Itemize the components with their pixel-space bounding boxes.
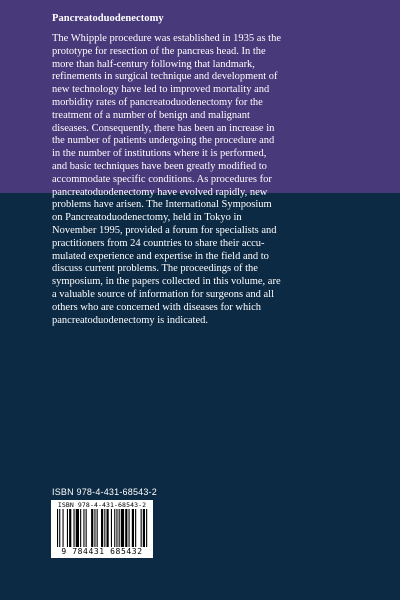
description-line: mulated experience and expertise in the field and to xyxy=(52,250,269,262)
description-line: others who are concerned with diseases for which xyxy=(52,301,262,313)
barcode-bar xyxy=(101,509,103,547)
description-line: and basic techniques have been greatly modified to xyxy=(52,160,267,172)
description-line: problems have arisen. The International Symposium xyxy=(52,199,272,211)
barcode-bar xyxy=(74,509,75,547)
barcode-bar xyxy=(76,509,79,547)
description-line: practitioners from 24 countries to share their accu- xyxy=(52,237,265,249)
barcode-bar xyxy=(141,509,142,547)
description-line: prototype for resection of the pancreas head. In the xyxy=(52,45,266,57)
barcode-bar xyxy=(91,509,93,547)
barcode-bar xyxy=(67,509,68,547)
description-line: a valuable source of information for surgeons and all xyxy=(52,288,274,300)
description-line: November 1995, provided a forum for specialists and xyxy=(52,224,277,236)
barcode-bar xyxy=(129,509,130,547)
description-line: morbidity rates of pancreatoduodenectomy for the xyxy=(52,96,263,108)
description-line: new technology have led to improved mortality and xyxy=(52,84,270,96)
description-line: accommodate specific conditions. As procedures for xyxy=(52,173,272,185)
back-cover-text xyxy=(52,12,352,327)
barcode-bar xyxy=(135,509,136,547)
description-line: pancreatoduodenectomy is indicated. xyxy=(52,314,208,326)
isbn-label: ISBN 978-4-431-68543-2 xyxy=(52,487,157,497)
description-line: treatment of a number of benign and malignant xyxy=(52,109,250,121)
barcode-bar xyxy=(125,509,127,547)
book-description xyxy=(52,33,352,327)
barcode xyxy=(51,500,153,558)
barcode-bar xyxy=(83,509,84,547)
description-line: pancreatoduodenectomy have evolved rapidly, new xyxy=(52,186,268,198)
description-line: more than half-century following that landmark, xyxy=(52,58,255,70)
description-line: on Pancreatoduodenectomy, held in Tokyo in xyxy=(52,212,242,224)
description-line: in the number of institutions where it is performed, xyxy=(52,148,267,160)
barcode-bar xyxy=(86,509,87,547)
description-line: refinements in surgical technique and development of xyxy=(52,71,278,83)
book-title: Pancreatoduodenectomy xyxy=(52,13,164,24)
barcode-bar xyxy=(114,509,115,547)
description-line: The Whipple procedure was established in 1935 as the xyxy=(52,33,281,44)
barcode-bar xyxy=(146,509,147,547)
barcode-bar xyxy=(116,509,117,547)
barcode-bar xyxy=(104,509,105,547)
barcode-bar xyxy=(57,509,58,547)
description-line: the number of patients undergoing the procedure and xyxy=(52,135,275,147)
barcode-isbn-text: ISBN 978-4-431-68543-2 xyxy=(57,501,147,509)
barcode-bar xyxy=(63,509,64,547)
barcode-bar xyxy=(121,509,124,547)
barcode-digits: 9 784431 685432 xyxy=(61,547,143,556)
description-line: symposium, in the papers collected in this volume, are xyxy=(52,276,281,288)
barcode-bars-icon xyxy=(56,509,148,547)
barcode-bar xyxy=(143,509,145,547)
barcode-bar xyxy=(111,509,112,547)
barcode-bar xyxy=(59,509,60,547)
barcode-bar xyxy=(107,509,109,547)
barcode-bar xyxy=(69,509,71,547)
barcode-bar xyxy=(119,509,120,547)
barcode-bar xyxy=(132,509,134,547)
barcode-bar xyxy=(97,509,98,547)
description-line: diseases. Consequently, there has been an increase in xyxy=(52,122,275,134)
barcode-bar xyxy=(94,509,95,547)
description-line: discuss current problems. The proceedings of the xyxy=(52,263,258,275)
barcode-bar xyxy=(80,509,81,547)
